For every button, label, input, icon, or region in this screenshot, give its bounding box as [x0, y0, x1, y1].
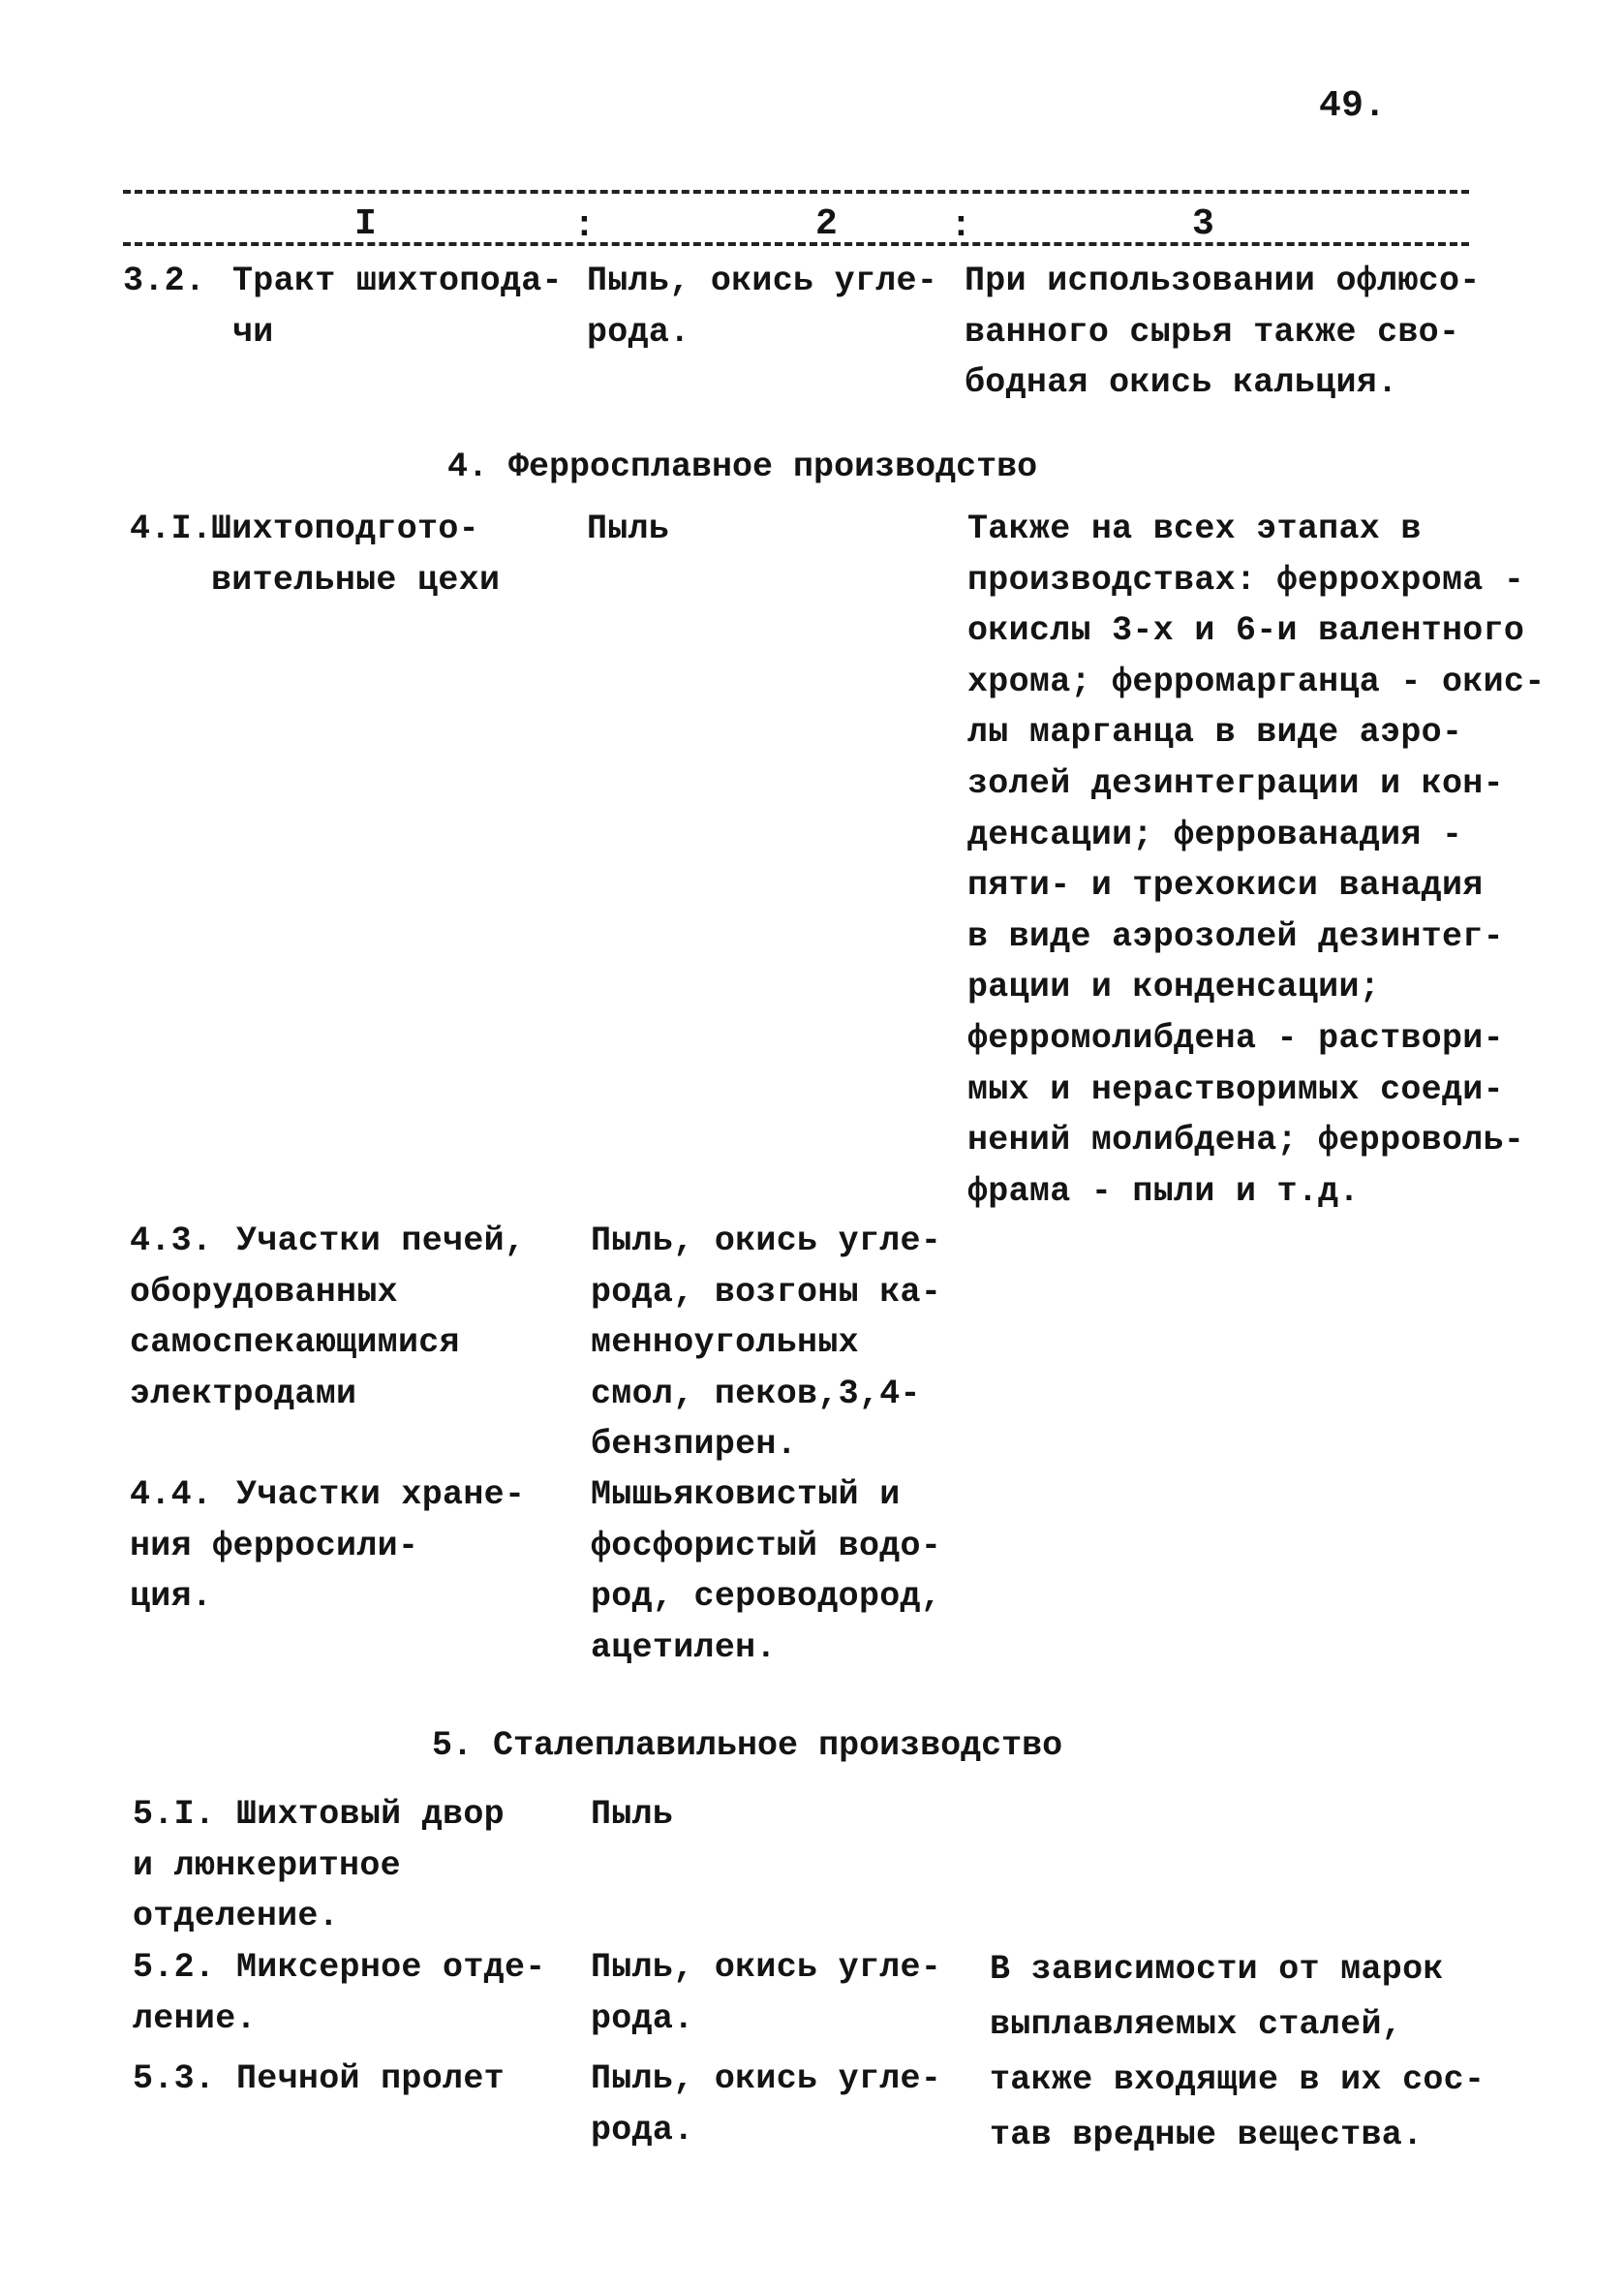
- row-place: Шихтовый двор и люнкеритное отделение.: [133, 1795, 505, 1936]
- table-header-bottom-rule: [123, 242, 1469, 246]
- section-heading: 4. Ферросплавное производство: [447, 448, 1038, 486]
- row-substances: Мышьяковистый и фосфористый водо- род, сероводород, ацетилен.: [591, 1475, 942, 1667]
- row-place: Шихтоподгото- вительные цехи: [211, 510, 501, 600]
- header-col1: I: [354, 203, 377, 245]
- row-note: В зависимости от марок выплавляемых сталей, также входящие в их сос- тав вредные вещества.: [990, 1950, 1486, 2154]
- row-place: Печной пролет: [236, 2059, 505, 2098]
- row-number: 4.I.: [130, 510, 213, 548]
- header-separator: :: [950, 205, 972, 247]
- row-note: Также на всех этапах в производствах: феррохрома - окислы 3-х и 6-и валентного хрома; ферромарганца - окис- лы марганца в виде аэро- золей дезинтеграции и кон- денсации; феррованадия - пяти- и трехокиси ванадия в виде аэрозолей дезинтег- рации и конденсации; ферромолибдена - раствори- мых и нерастворимых соеди- нений молибдена; ферроволь- фрама - пыли и т.д.: [967, 510, 1546, 1211]
- row-number: 3.2.: [123, 262, 206, 300]
- row-number: 4.4.: [130, 1475, 213, 1514]
- header-col2: 2: [815, 203, 838, 245]
- row-place: Миксерное отде- ление.: [133, 1948, 546, 2038]
- row-substances: Пыль, окись угле- рода.: [591, 2059, 942, 2150]
- section-heading: 5. Сталеплавильное производство: [432, 1726, 1063, 1765]
- row-number: 5.2.: [133, 1948, 216, 1987]
- row-number: 5.I.: [133, 1795, 216, 1834]
- row-number: 4.3.: [130, 1222, 213, 1260]
- row-substances: Пыль, окись угле- рода, возгоны ка- менноугольных смол, пеков,3,4- бензпирен.: [591, 1222, 942, 1465]
- row-note: При использовании офлюсо- ванного сырья также сво- бодная окись кальция.: [965, 262, 1481, 403]
- header-separator: :: [573, 205, 596, 247]
- header-col3: 3: [1192, 203, 1214, 245]
- row-substances: Пыль: [587, 510, 670, 548]
- table-header-top-rule: [123, 190, 1469, 194]
- page-number: 49.: [1319, 85, 1387, 127]
- row-substances: Пыль: [591, 1795, 674, 1834]
- row-place: Тракт шихтопода- чи: [232, 262, 563, 352]
- row-place: Участки печей, оборудованных самоспекающимися электродами: [130, 1222, 526, 1413]
- row-place: Участки хране- ния ферросили- ция.: [130, 1475, 526, 1617]
- row-number: 5.3.: [133, 2059, 216, 2098]
- row-substances: Пыль, окись угле- рода.: [591, 1948, 942, 2038]
- row-substances: Пыль, окись угле- рода.: [587, 262, 938, 352]
